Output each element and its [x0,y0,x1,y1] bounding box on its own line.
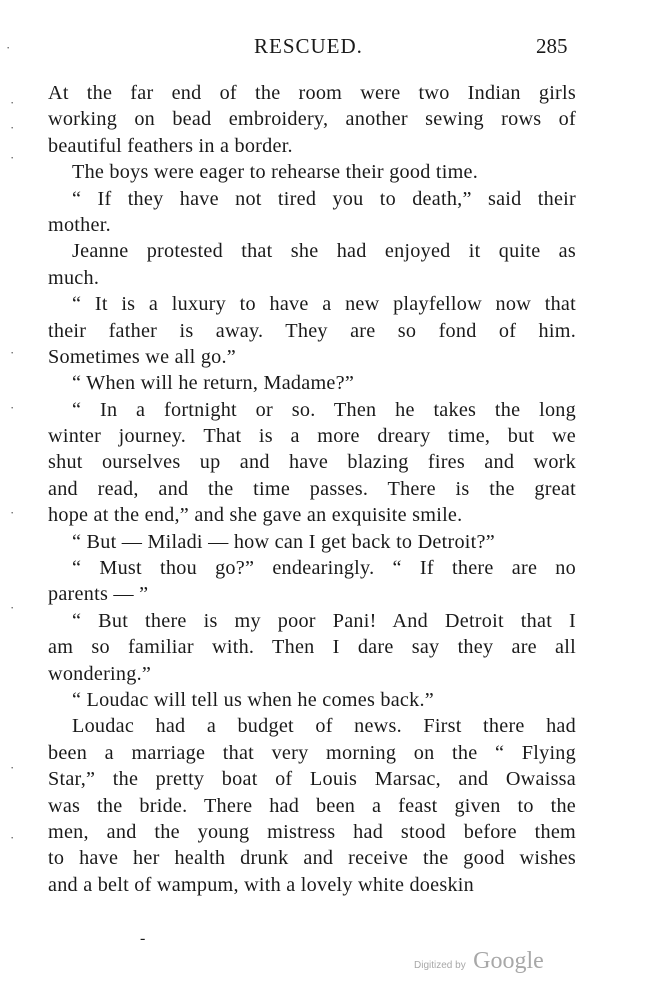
page-number: 285 [536,34,568,58]
text-line: Jeanne protested that she had enjoyed it quite as [72,240,576,263]
text-line: winter journey. That is a more dreary time, but we [48,425,576,448]
text-line: shut ourselves up and have blazing fires and work [48,451,576,474]
gutter-mark: · [10,150,15,165]
digitized-watermark [414,948,544,975]
text-line: “ But there is my poor Pani! And Detroit that I [72,609,576,632]
text-line: wondering.” [48,662,152,685]
text-line: At the far end of the room were two Indian girls [48,82,576,104]
text-line: hope at the end,” and she gave an exquisite smile. [48,504,463,527]
text-line: “ In a fortnight or so. Then he takes the long [72,398,576,421]
gutter-mark: · [10,400,15,415]
gutter-mark: · [10,600,15,615]
watermark-brand: Google [473,948,544,974]
text-line: “ Must thou go?” endearingly. “ If there are no [72,557,576,580]
text-line: “ But — Miladi — how can I get back to Detroit?” [72,530,495,553]
watermark-prefix: Digitized by [414,960,466,971]
text-line: parents — ” [48,583,149,606]
text-line: men, and the young mistress had stood before them [48,820,576,843]
running-title: RESCUED. [254,34,363,58]
text-line: Sometimes we all go.” [48,345,237,368]
gutter-mark: · [10,505,15,520]
text-line: their father is away. They are so fond of him. [48,319,576,342]
text-line: Loudac had a budget of news. First there had [72,715,576,738]
gutter-mark: · [10,345,15,360]
text-line: and a belt of wampum, with a lovely white doeskin [48,873,475,896]
footer-mark: - [140,930,146,947]
text-line: “ Loudac will tell us when he comes back.” [72,688,434,711]
text-line: to have her health drunk and receive the good wishes [48,847,576,870]
text-line: mother. [48,213,111,236]
gutter-mark: · [10,830,15,845]
gutter-mark: · [10,120,15,135]
text-line: was the bride. There had been a feast given to the [48,794,576,817]
gutter-mark: · [10,95,15,110]
text-line: am so familiar with. Then I dare say they are all [48,636,576,659]
text-line: much. [48,266,100,289]
text-line: “ If they have not tired you to death,” said their [72,187,576,210]
text-line: been a marriage that very morning on the “ Flying [48,741,576,764]
text-line: The boys were eager to rehearse their good time. [72,161,479,184]
text-line: “ When will he return, Madame?” [72,372,355,395]
page-header [0,32,662,62]
text-line: “ It is a luxury to have a new playfellow now that [72,293,576,316]
text-line: working on bead embroidery, another sewing rows of [48,108,576,131]
text-line: beautiful feathers in a border. [48,134,293,157]
gutter-mark: · [6,40,11,55]
gutter-mark: · [10,760,15,775]
body-text [48,80,576,898]
text-line: and read, and the time passes. There is the great [48,477,576,500]
text-line: Star,” the pretty boat of Louis Marsac, and Owaissa [48,768,576,791]
